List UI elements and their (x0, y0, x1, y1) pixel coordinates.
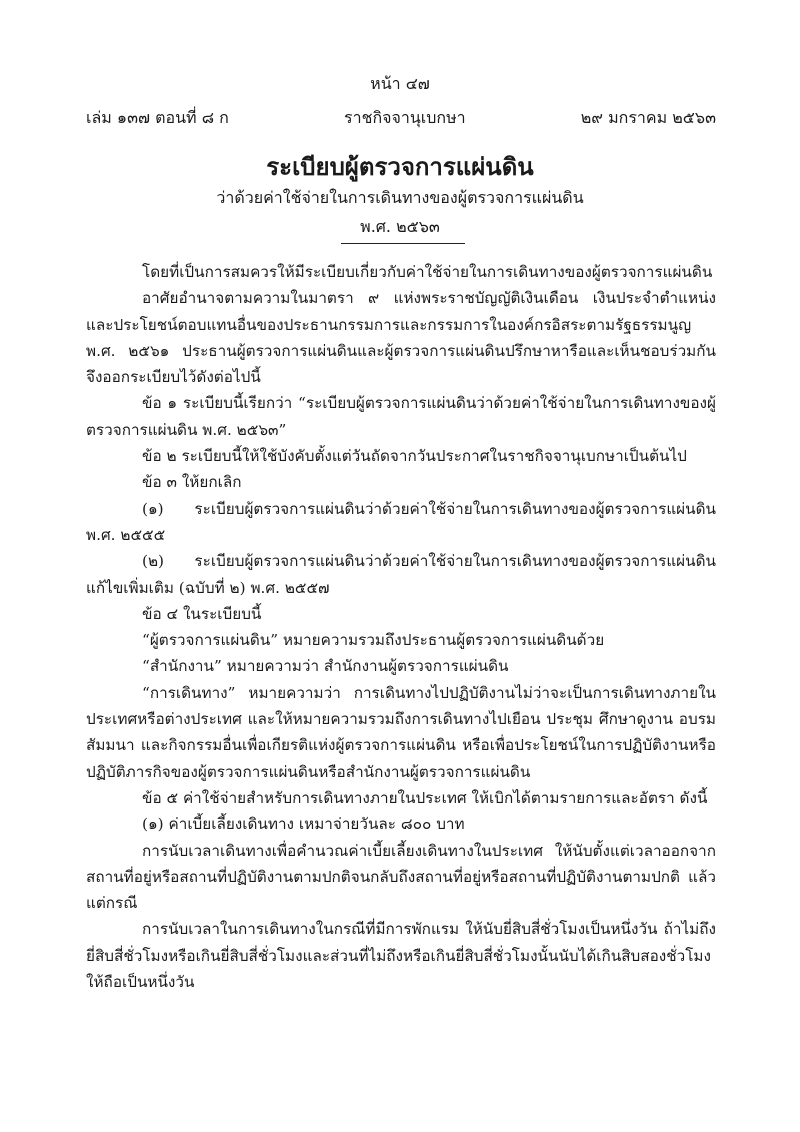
gazette-header (86, 106, 716, 130)
definition-office: “สำนักงาน” หมายความว่า สำนักงานผู้ตรวจการแผ่นดิน (142, 657, 509, 676)
document-title: ระเบียบผู้ตรวจการแผ่นดิน (266, 152, 534, 181)
document-body (86, 259, 716, 995)
definition-ombudsman: “ผู้ตรวจการแผ่นดิน” หมายความรวมถึงประธานผู้ตรวจการแผ่นดินด้วย (142, 631, 605, 650)
gazette-name: ราชกิจจานุเบกษา (344, 108, 466, 127)
overnight-time-paragraph: การนับเวลาในการเดินทางในกรณีที่มีการพักแรม ให้นับยี่สิบสี่ชั่วโมงเป็นหนึ่งวัน ถ้าไม่ถึงยี่สิบสี่ชั่วโมงหรือเกินยี่สิบสี่ชั่วโมงและส่วนที่ไม่ถึงหรือเกินยี่สิบสี่ชั่วโมงนั้นนับได้เกินสิบสองชั่วโมงให้ถือเป็นหนึ่งวัน (86, 920, 716, 992)
volume-issue: เล่ม ๑๓๗ ตอนที่ ๘ ก (86, 108, 229, 127)
clause-4: ข้อ ๔ ในระเบียบนี้ (142, 604, 262, 623)
clause-3-item-1: (๑) ระเบียบผู้ตรวจการแผ่นดินว่าด้วยค่าใช้จ่ายในการเดินทางของผู้ตรวจการแผ่นดิน พ.ศ. ๒๕๕๕ (86, 499, 716, 544)
preamble-paragraph: โดยที่เป็นการสมควรให้มีระเบียบเกี่ยวกับค่าใช้จ่ายในการเดินทางของผู้ตรวจการแผ่นดิน (142, 263, 713, 281)
clause-5: ข้อ ๕ ค่าใช้จ่ายสำหรับการเดินทางภายในประเทศ ให้เบิกได้ตามรายการและอัตรา ดังนี้ (142, 788, 708, 807)
document-year: พ.ศ. ๒๕๖๓ (360, 217, 440, 236)
authority-paragraph: อาศัยอำนาจตามความในมาตรา ๙ แห่งพระราชบัญญัติเงินเดือน เงินประจำตำแหน่ง และประโยชน์ตอบแทนอื่นของประธานกรรมการและกรรมการในองค์กรอิสระตามรัฐธรรมนูญ พ.ศ. ๒๕๖๑ ประธานผู้ตรวจการแผ่นดินและผู้ตรวจการแผ่นดินปรึกษาหารือและเห็นชอบร่วมกัน จึงออกระเบียบไว้ดังต่อไปนี้ (86, 289, 716, 387)
clause-1: ข้อ ๑ ระเบียบนี้เรียกว่า “ระเบียบผู้ตรวจการแผ่นดินว่าด้วยค่าใช้จ่ายในการเดินทางของผู้ตรวจการแผ่นดิน พ.ศ. ๒๕๖๓” (86, 394, 716, 439)
clause-2: ข้อ ๒ ระเบียบนี้ให้ใช้บังคับตั้งแต่วันถัดจากวันประกาศในราชกิจจานุเบกษาเป็นต้นไป (142, 447, 687, 466)
page-number: หน้า ๔๗ (370, 74, 430, 93)
travel-time-paragraph: การนับเวลาเดินทางเพื่อคำนวณค่าเบี้ยเลี้ยงเดินทางในประเทศ ให้นับตั้งแต่เวลาออกจากสถานที่อยู่หรือสถานที่ปฏิบัติงานตามปกติจนกลับถึงสถานที่อยู่หรือสถานที่ปฏิบัติงานตามปกติ แล้วแต่กรณี (86, 841, 716, 913)
definition-travel: “การเดินทาง” หมายความว่า การเดินทางไปปฏิบัติงานไม่ว่าจะเป็นการเดินทางภายในประเทศหรือต่างประเทศ และให้หมายความรวมถึงการเดินทางไปเยือน ประชุม ศึกษาดูงาน อบรม สัมมนา และกิจกรรมอื่นเพื่อเกียรติแห่งผู้ตรวจการแผ่นดิน หรือเพื่อประโยชน์ในการปฏิบัติงานหรือปฏิบัติภารกิจของผู้ตรวจการแผ่นดินหรือสำนักงานผู้ตรวจการแผ่นดิน (86, 683, 716, 781)
title-divider (341, 243, 465, 244)
clause-3-item-2: (๒) ระเบียบผู้ตรวจการแผ่นดินว่าด้วยค่าใช้จ่ายในการเดินทางของผู้ตรวจการแผ่นดิน แก้ไขเพิ่มเติม (ฉบับที่ ๒) พ.ศ. ๒๕๕๗ (86, 552, 716, 597)
publication-date: ๒๙ มกราคม ๒๕๖๓ (580, 108, 716, 127)
document-subtitle: ว่าด้วยค่าใช้จ่ายในการเดินทางของผู้ตรวจการแผ่นดิน (216, 188, 584, 207)
clause-3: ข้อ ๓ ให้ยกเลิก (142, 473, 242, 492)
clause-5-item-1: (๑) ค่าเบี้ยเลี้ยงเดินทาง เหมาจ่ายวันละ ๘๐๐ บาท (142, 815, 465, 834)
